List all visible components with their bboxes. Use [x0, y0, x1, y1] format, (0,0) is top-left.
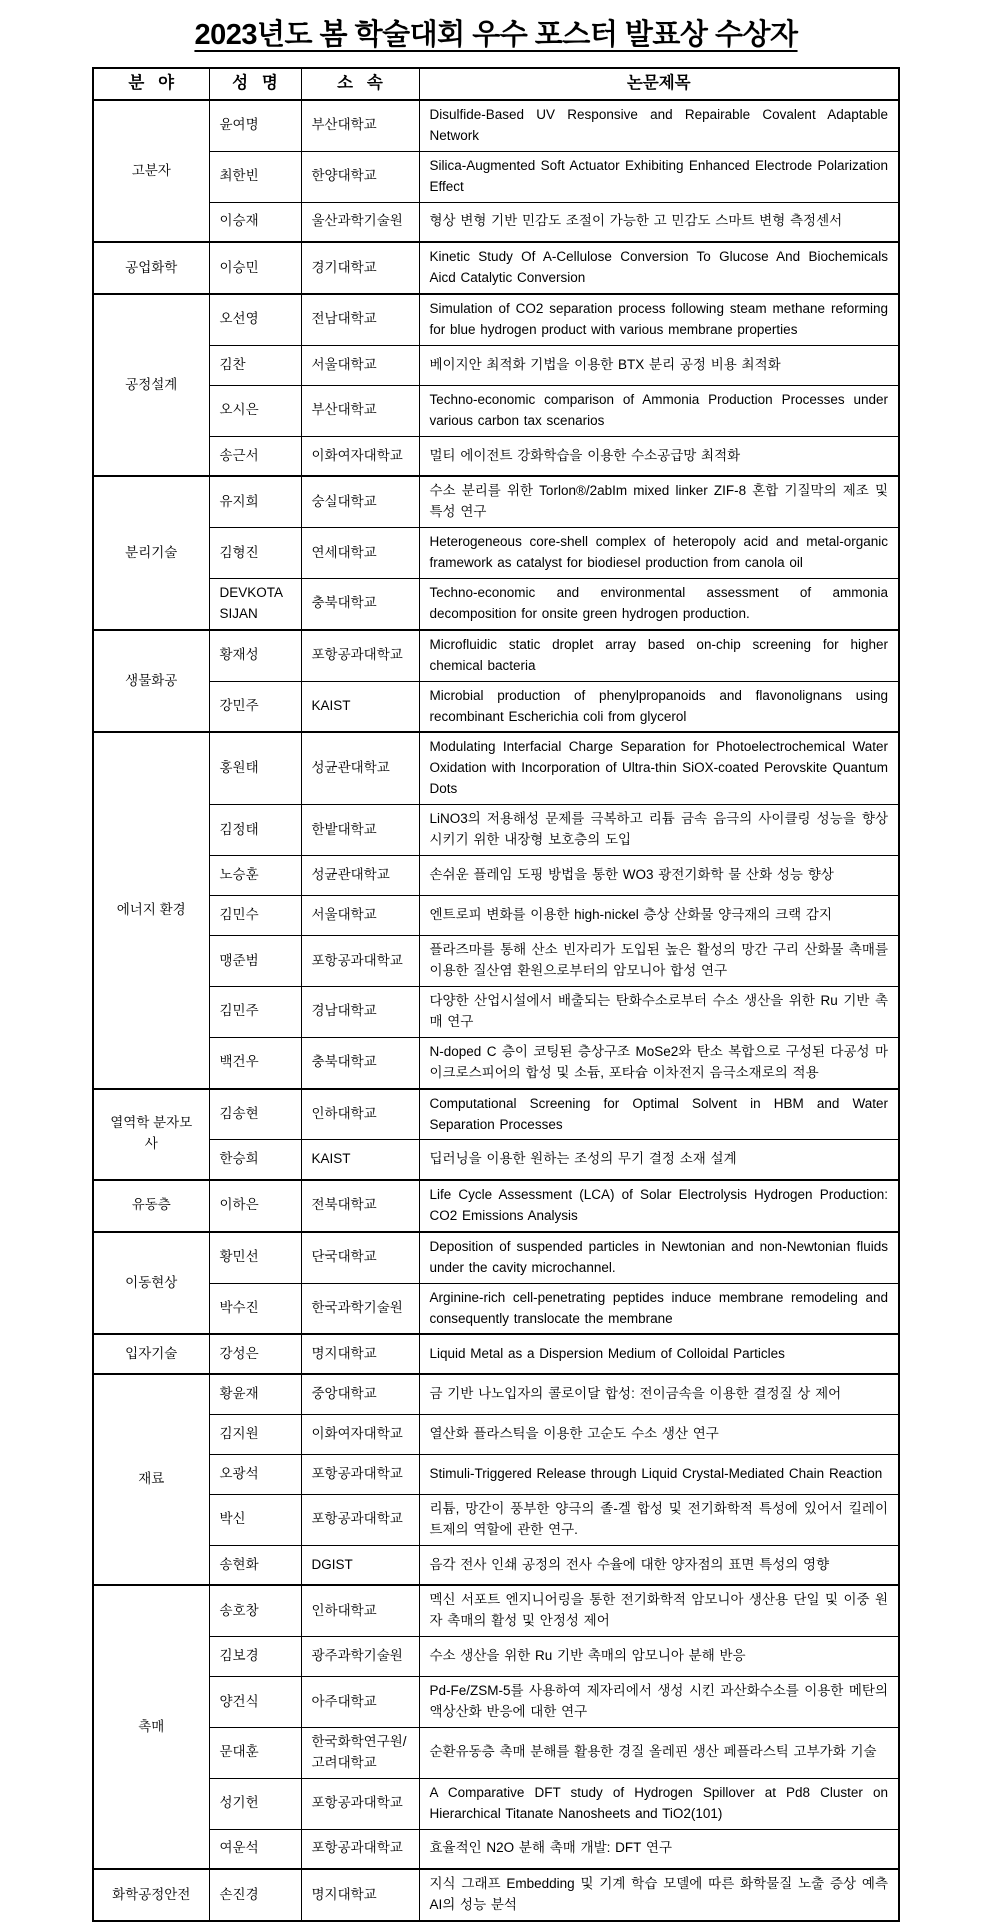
paper-title-cell: 손쉬운 플레임 도핑 방법을 통한 WO3 광전기화학 물 산화 성능 향상 [419, 856, 899, 896]
name-cell: 최한빈 [209, 151, 301, 202]
table-row [93, 896, 899, 936]
affiliation-cell: 이화여자대학교 [301, 436, 419, 476]
paper-title-cell: 베이지안 최적화 기법을 이용한 BTX 분리 공정 비용 최적화 [419, 345, 899, 385]
field-cell: 이동현상 [93, 1232, 209, 1335]
table-row [93, 345, 899, 385]
name-cell: 황민선 [209, 1232, 301, 1283]
table-row [93, 630, 899, 681]
paper-title-cell: 다양한 산업시설에서 배출되는 탄화수소로부터 수소 생산을 위한 Ru 기반 촉매 연구 [419, 986, 899, 1037]
table-row [93, 151, 899, 202]
paper-title-cell: Stimuli-Triggered Release through Liquid Crystal-Mediated Chain Reaction [419, 1454, 899, 1494]
name-cell: 유지희 [209, 476, 301, 527]
affiliation-cell: 부산대학교 [301, 385, 419, 436]
affiliation-cell: 포항공과대학교 [301, 936, 419, 987]
affiliation-cell: 한밭대학교 [301, 805, 419, 856]
table-row [93, 436, 899, 476]
name-cell: 김민주 [209, 986, 301, 1037]
field-cell: 공정설계 [93, 294, 209, 476]
affiliation-cell: 전남대학교 [301, 294, 419, 345]
field-cell: 에너지 환경 [93, 732, 209, 1088]
name-cell: 오시은 [209, 385, 301, 436]
affiliation-cell: 경기대학교 [301, 242, 419, 294]
affiliation-cell: KAIST [301, 681, 419, 732]
table-header-row [93, 68, 899, 100]
name-cell: 한승희 [209, 1140, 301, 1180]
field-cell: 공업화학 [93, 242, 209, 294]
affiliation-cell: 한국화학연구원/고려대학교 [301, 1727, 419, 1778]
table-row [93, 202, 899, 242]
table-row [93, 1374, 899, 1414]
affiliation-cell: 광주과학기술원 [301, 1637, 419, 1677]
table-row [93, 1140, 899, 1180]
table-row [93, 528, 899, 579]
paper-title-cell: Simulation of CO2 separation process following steam methane reforming for blue hydrogen product with various membrane properties [419, 294, 899, 345]
field-cell: 재료 [93, 1374, 209, 1585]
table-row [93, 1454, 899, 1494]
table-row [93, 1283, 899, 1334]
affiliation-cell: 연세대학교 [301, 528, 419, 579]
name-cell: 김정태 [209, 805, 301, 856]
paper-title-cell: Techno-economic comparison of Ammonia Production Processes under various carbon tax scenarios [419, 385, 899, 436]
paper-title-cell: Microbial production of phenylpropanoids and flavonolignans using recombinant Escherichia coli from glycerol [419, 681, 899, 732]
paper-title-cell: 리튬, 망간이 풍부한 양극의 졸-겔 합성 및 전기화학적 특성에 있어서 킬레이트제의 역할에 관한 연구. [419, 1494, 899, 1545]
paper-title-cell: Microfluidic static droplet array based on-chip screening for higher chemical bacteria [419, 630, 899, 681]
affiliation-cell: 포항공과대학교 [301, 1829, 419, 1869]
table-row [93, 100, 899, 151]
affiliation-cell: 아주대학교 [301, 1677, 419, 1728]
header-field: 분 야 [93, 68, 209, 100]
affiliation-cell: 서울대학교 [301, 896, 419, 936]
affiliation-cell: DGIST [301, 1545, 419, 1585]
affiliation-cell: 충북대학교 [301, 1037, 419, 1088]
paper-title-cell: Heterogeneous core-shell complex of heteropoly acid and metal-organic framework as catalyst for biodiesel production from canola oil [419, 528, 899, 579]
affiliation-cell: 인하대학교 [301, 1089, 419, 1140]
paper-title-cell: Kinetic Study Of A-Cellulose Conversion To Glucose And Biochemicals Aicd Catalytic Conversion [419, 242, 899, 294]
table-row [93, 385, 899, 436]
name-cell: 황재성 [209, 630, 301, 681]
table-row [93, 578, 899, 629]
name-cell: 윤여명 [209, 100, 301, 151]
table-row [93, 732, 899, 804]
affiliation-cell: 포항공과대학교 [301, 1454, 419, 1494]
paper-title-cell: 멀티 에이전트 강화학습을 이용한 수소공급망 최적화 [419, 436, 899, 476]
table-row [93, 1637, 899, 1677]
header-name: 성 명 [209, 68, 301, 100]
affiliation-cell: 성균관대학교 [301, 856, 419, 896]
paper-title-cell: N-doped C 층이 코팅된 층상구조 MoSe2와 탄소 복합으로 구성된 다공성 마이크로스피어의 합성 및 소듐, 포타슘 이차전지 음극소재로의 적용 [419, 1037, 899, 1088]
name-cell: 이승재 [209, 202, 301, 242]
name-cell: 송현화 [209, 1545, 301, 1585]
affiliation-cell: 서울대학교 [301, 345, 419, 385]
paper-title-cell: 효율적인 N2O 분해 촉매 개발: DFT 연구 [419, 1829, 899, 1869]
paper-title-cell: 플라즈마를 통해 산소 빈자리가 도입된 높은 활성의 망간 구리 산화물 촉매를 이용한 질산염 환원으로부터의 암모니아 합성 연구 [419, 936, 899, 987]
table-row [93, 936, 899, 987]
paper-title-cell: Liquid Metal as a Dispersion Medium of Colloidal Particles [419, 1334, 899, 1374]
table-row [93, 986, 899, 1037]
field-cell: 분리기술 [93, 476, 209, 630]
name-cell: 오광석 [209, 1454, 301, 1494]
affiliation-cell: 충북대학교 [301, 578, 419, 629]
table-row [93, 1778, 899, 1829]
paper-title-cell: Pd-Fe/ZSM-5를 사용하여 제자리에서 생성 시킨 과산화수소를 이용한 메탄의 액상산화 반응에 대한 연구 [419, 1677, 899, 1728]
name-cell: 김형진 [209, 528, 301, 579]
name-cell: 여운석 [209, 1829, 301, 1869]
name-cell: 손진경 [209, 1869, 301, 1921]
table-row [93, 1545, 899, 1585]
affiliation-cell: 성균관대학교 [301, 732, 419, 804]
header-affiliation: 소 속 [301, 68, 419, 100]
page-title: 2023년도 봄 학술대회 우수 포스터 발표상 수상자 [194, 19, 798, 51]
awards-table [92, 67, 900, 1922]
field-cell: 열역학 분자모사 [93, 1089, 209, 1180]
name-cell: 강민주 [209, 681, 301, 732]
paper-title-cell: 음각 전사 인쇄 공정의 전사 수율에 대한 양자점의 표면 특성의 영향 [419, 1545, 899, 1585]
name-cell: 김보경 [209, 1637, 301, 1677]
affiliation-cell: 포항공과대학교 [301, 630, 419, 681]
affiliation-cell: 인하대학교 [301, 1585, 419, 1636]
affiliation-cell: 숭실대학교 [301, 476, 419, 527]
field-cell: 생물화공 [93, 630, 209, 733]
paper-title-cell: 수소 분리를 위한 Torlon®/2abIm mixed linker ZIF-8 혼합 기질막의 제조 및 특성 연구 [419, 476, 899, 527]
name-cell: 이승민 [209, 242, 301, 294]
affiliation-cell: 이화여자대학교 [301, 1414, 419, 1454]
table-row [93, 1037, 899, 1088]
paper-title-cell: LiNO3의 저용해성 문제를 극복하고 리튬 금속 음극의 사이클링 성능을 향상시키기 위한 내장형 보호층의 도입 [419, 805, 899, 856]
name-cell: 김찬 [209, 345, 301, 385]
table-row [93, 1232, 899, 1283]
table-row [93, 681, 899, 732]
name-cell: 성기헌 [209, 1778, 301, 1829]
name-cell: 김민수 [209, 896, 301, 936]
name-cell: 문대훈 [209, 1727, 301, 1778]
field-cell: 입자기술 [93, 1334, 209, 1374]
paper-title-cell: A Comparative DFT study of Hydrogen Spillover at Pd8 Cluster on Hierarchical Titanate Nanosheets and TiO2(101) [419, 1778, 899, 1829]
affiliation-cell: 한양대학교 [301, 151, 419, 202]
field-cell: 고분자 [93, 100, 209, 242]
field-cell: 화학공정안전 [93, 1869, 209, 1921]
name-cell: 박신 [209, 1494, 301, 1545]
paper-title-cell: Life Cycle Assessment (LCA) of Solar Electrolysis Hydrogen Production: CO2 Emissions Analysis [419, 1180, 899, 1232]
field-cell: 촉매 [93, 1585, 209, 1869]
affiliation-cell: 전북대학교 [301, 1180, 419, 1232]
affiliation-cell: 포항공과대학교 [301, 1494, 419, 1545]
paper-title-cell: Techno-economic and environmental assessment of ammonia decomposition for onsite green hydrogen production. [419, 578, 899, 629]
paper-title-cell: 지식 그래프 Embedding 및 기계 학습 모델에 따른 화학물질 노출 증상 예측 AI의 성능 분석 [419, 1869, 899, 1921]
affiliation-cell: 중앙대학교 [301, 1374, 419, 1414]
paper-title-cell: Disulfide-Based UV Responsive and Repairable Covalent Adaptable Network [419, 100, 899, 151]
name-cell: 박수진 [209, 1283, 301, 1334]
name-cell: 노승훈 [209, 856, 301, 896]
paper-title-cell: Silica-Augmented Soft Actuator Exhibiting Enhanced Electrode Polarization Effect [419, 151, 899, 202]
affiliation-cell: 경남대학교 [301, 986, 419, 1037]
table-row [93, 1414, 899, 1454]
table-row [93, 805, 899, 856]
table-row [93, 1089, 899, 1140]
table-row [93, 476, 899, 527]
name-cell: 강성은 [209, 1334, 301, 1374]
paper-title-cell: Computational Screening for Optimal Solvent in HBM and Water Separation Processes [419, 1089, 899, 1140]
name-cell: 김지원 [209, 1414, 301, 1454]
table-row [93, 1829, 899, 1869]
name-cell: 김송현 [209, 1089, 301, 1140]
affiliation-cell: 포항공과대학교 [301, 1778, 419, 1829]
name-cell: 백건우 [209, 1037, 301, 1088]
name-cell: 홍원태 [209, 732, 301, 804]
affiliation-cell: 부산대학교 [301, 100, 419, 151]
name-cell: DEVKOTA SIJAN [209, 578, 301, 629]
paper-title-cell: 딥러닝을 이용한 원하는 조성의 무기 결정 소재 설계 [419, 1140, 899, 1180]
affiliation-cell: 명지대학교 [301, 1869, 419, 1921]
affiliation-cell: 한국과학기술원 [301, 1283, 419, 1334]
name-cell: 송근서 [209, 436, 301, 476]
paper-title-cell: 순환유동층 촉매 분해를 활용한 경질 올레핀 생산 페플라스틱 고부가화 기술 [419, 1727, 899, 1778]
field-cell: 유동층 [93, 1180, 209, 1232]
table-row [93, 1494, 899, 1545]
paper-title-cell: 수소 생산을 위한 Ru 기반 촉매의 암모니아 분해 반응 [419, 1637, 899, 1677]
name-cell: 황윤재 [209, 1374, 301, 1414]
paper-title-cell: Deposition of suspended particles in Newtonian and non-Newtonian fluids under the cavity microchannel. [419, 1232, 899, 1283]
paper-title-cell: 열산화 플라스틱을 이용한 고순도 수소 생산 연구 [419, 1414, 899, 1454]
name-cell: 맹준범 [209, 936, 301, 987]
paper-title-cell: 형상 변형 기반 민감도 조절이 가능한 고 민감도 스마트 변형 측정센서 [419, 202, 899, 242]
name-cell: 양건식 [209, 1677, 301, 1728]
table-row [93, 1727, 899, 1778]
table-row [93, 1677, 899, 1728]
name-cell: 이하은 [209, 1180, 301, 1232]
name-cell: 송호창 [209, 1585, 301, 1636]
paper-title-cell: 금 기반 나노입자의 콜로이달 합성: 전이금속을 이용한 결정질 상 제어 [419, 1374, 899, 1414]
table-row [93, 856, 899, 896]
affiliation-cell: 울산과학기술원 [301, 202, 419, 242]
name-cell: 오선영 [209, 294, 301, 345]
affiliation-cell: 명지대학교 [301, 1334, 419, 1374]
paper-title-cell: 엔트로피 변화를 이용한 high-nickel 층상 산화물 양극재의 크랙 감지 [419, 896, 899, 936]
table-row [93, 1585, 899, 1636]
table-row [93, 1334, 899, 1374]
affiliation-cell: KAIST [301, 1140, 419, 1180]
table-row [93, 242, 899, 294]
paper-title-cell: Arginine-rich cell-penetrating peptides induce membrane remodeling and consequently translocate the membrane [419, 1283, 899, 1334]
table-row [93, 1180, 899, 1232]
paper-title-cell: Modulating Interfacial Charge Separation for Photoelectrochemical Water Oxidation with Incorporation of Ultra-thin SiOX-coated Perovskite Quantum Dots [419, 732, 899, 804]
table-row [93, 294, 899, 345]
paper-title-cell: 멕신 서포트 엔지니어링을 통한 전기화학적 암모니아 생산용 단일 및 이중 원자 촉매의 활성 및 안정성 제어 [419, 1585, 899, 1636]
table-row [93, 1869, 899, 1921]
affiliation-cell: 단국대학교 [301, 1232, 419, 1283]
header-paper-title: 논문제목 [419, 68, 899, 100]
